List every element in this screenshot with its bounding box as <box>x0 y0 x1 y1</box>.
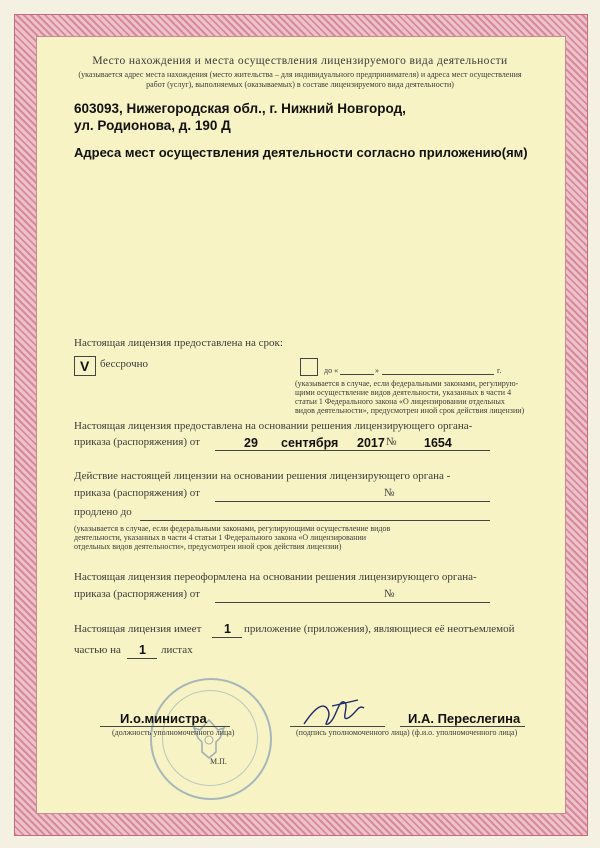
attachments-sheets: 1 <box>139 643 146 657</box>
name-caption: (ф.и.о. уполномоченного лица) <box>412 728 518 737</box>
attachments-text-4: листах <box>161 644 193 656</box>
extension-note <box>74 524 544 551</box>
extended-line <box>140 520 490 521</box>
extension-no-sign: № <box>384 487 395 499</box>
signature-line <box>290 726 385 727</box>
basis-year: 2017 <box>357 436 385 450</box>
term-note <box>295 379 545 415</box>
until-day-line <box>340 374 374 375</box>
attachments-text-3: частью на <box>74 644 121 656</box>
reissue-no-sign: № <box>384 588 395 600</box>
reissue-heading: Настоящая лицензия переоформлена на основании решения лицензирующего органа- <box>74 571 477 583</box>
basis-number: 1654 <box>424 436 452 450</box>
until-label: до « <box>324 366 339 375</box>
header-title: Место нахождения и места осуществления лицензируемого вида деятельности <box>92 55 508 67</box>
extension-note-1: (указывается в случае, если федеральными законами, регулирующими осуществление видов <box>74 524 391 533</box>
position-line <box>100 726 230 727</box>
basis-day: 29 <box>244 436 258 450</box>
until-year-suffix: г. <box>497 366 502 375</box>
address-line-1: 603093, Нижегородская обл., г. Нижний Новгород, <box>74 101 406 116</box>
until-date-line <box>382 374 494 375</box>
extension-date-line <box>215 501 490 502</box>
basis-heading: Настоящая лицензия предоставлена на основании решения лицензирующего органа- <box>74 420 473 432</box>
signer-name: И.А. Переслегина <box>408 711 521 726</box>
attachments-sheets-line <box>127 658 157 659</box>
basis-order-label: приказа (распоряжения) от <box>74 436 200 448</box>
attachments-count-line <box>212 637 242 638</box>
term-heading: Настоящая лицензия предоставлена на срок: <box>74 337 283 349</box>
unlimited-label: бессрочно <box>100 358 149 370</box>
address-line-2: ул. Родионова, д. 190 Д <box>74 118 231 133</box>
basis-no-sign: № <box>386 436 397 448</box>
term-note-1: (указывается в случае, если федеральными законами, регулирую- <box>295 379 519 388</box>
extension-note-3: отдельных видов деятельности», предусмотрен иной срок действия лицензии) <box>74 542 342 551</box>
reissue-date-line <box>215 602 490 603</box>
position-caption: (должность уполномоченного лица) <box>112 728 235 737</box>
signature-caption: (подпись уполномоченного лица) <box>296 728 410 737</box>
until-checkbox <box>300 358 318 376</box>
basis-month: сентября <box>281 436 339 450</box>
attachments-text-2: приложение (приложения), являющиеся её неотъемлемой <box>244 623 515 635</box>
extended-label: продлено до <box>74 506 132 518</box>
header-note-2: работ (услуг), выполняемых (оказываемых) в составе лицензируемого вида деятельности) <box>146 80 454 89</box>
activity-places: Адреса мест осуществления деятельности согласно приложению(ям) <box>74 145 528 160</box>
extension-order-label: приказа (распоряжения) от <box>74 487 200 499</box>
term-note-4: видов деятельности», предусмотрен иной срок действия лицензии) <box>295 406 525 415</box>
term-note-2: щими осуществление видов деятельности, указанных в части 4 <box>295 388 512 397</box>
attachments-text-1: Настоящая лицензия имеет <box>74 623 202 635</box>
official-seal <box>150 678 272 800</box>
basis-date-line <box>215 450 490 451</box>
seal-place-label: М.П. <box>210 757 227 766</box>
signer-position: И.о.министра <box>120 711 207 726</box>
term-note-3: статьи 1 Федерального закона «О лицензировании отдельных <box>295 397 505 406</box>
extension-note-2: деятельности, указанных в части 4 статьи 1 Федерального закона «О лицензировании <box>74 533 367 542</box>
header-note-1: (указывается адрес места нахождения (место жительства – для индивидуального предпринимателя) и адреса мест осуществления <box>78 70 522 79</box>
eagle-emblem-icon <box>150 678 268 796</box>
until-quote: » <box>375 366 379 375</box>
name-line <box>400 726 525 727</box>
unlimited-checkbox <box>74 356 96 376</box>
extension-heading: Действие настоящей лицензии на основании решения лицензирующего органа - <box>74 470 451 482</box>
reissue-order-label: приказа (распоряжения) от <box>74 588 200 600</box>
attachments-count: 1 <box>224 622 231 636</box>
check-mark: V <box>80 358 90 374</box>
